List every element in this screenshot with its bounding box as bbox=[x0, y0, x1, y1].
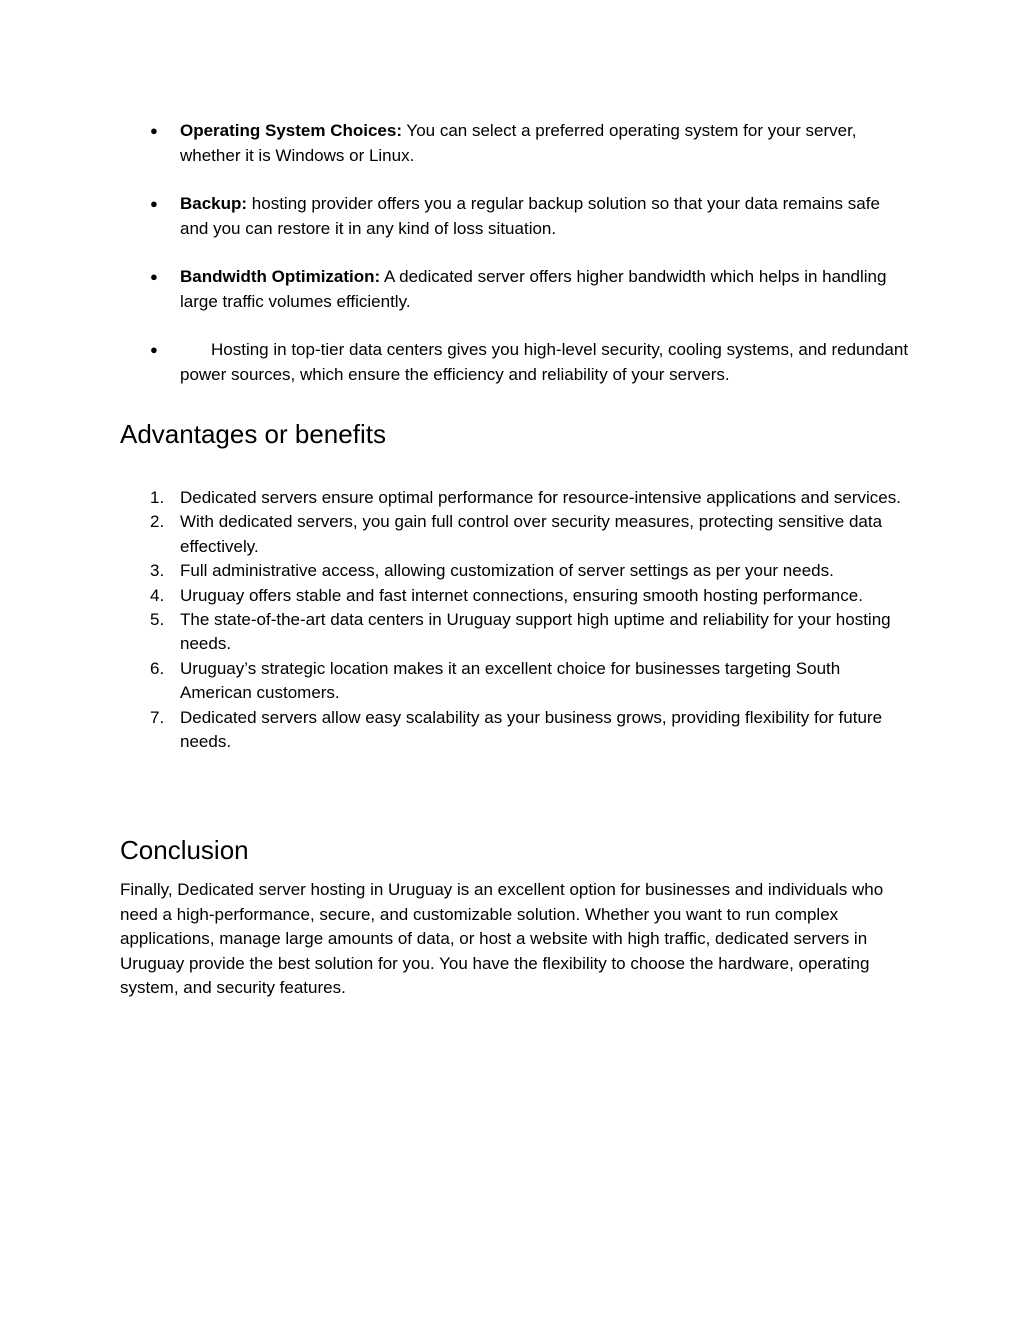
list-item-text: Dedicated servers allow easy scalability as your business grows, providing flexibility for future needs. bbox=[180, 707, 883, 752]
advantages-heading: Advantages or benefits bbox=[120, 419, 386, 449]
bullet-marker: ● bbox=[150, 342, 158, 357]
list-item bbox=[120, 559, 910, 583]
bullet-term: Operating System Choices: bbox=[180, 121, 403, 140]
list-number: 6. bbox=[150, 658, 165, 678]
list-number: 7. bbox=[150, 707, 165, 727]
list-number: 5. bbox=[150, 610, 165, 630]
bullet-marker: ● bbox=[150, 196, 158, 211]
list-item bbox=[120, 486, 910, 510]
bullet-text: Hosting in top-tier data centers gives you high-level security, cooling systems, and redundant power sources, which ensure the efficiency and reliability of your servers. bbox=[180, 340, 909, 384]
list-item-text: The state-of-the-art data centers in Uruguay support high uptime and reliability for your hosting needs. bbox=[180, 610, 891, 654]
list-item-text: Dedicated servers ensure optimal performance for resource-intensive applications and services. bbox=[180, 488, 901, 507]
list-item-text: With dedicated servers, you gain full control over security measures, protecting sensitive data effectively. bbox=[180, 512, 883, 556]
list-item bbox=[120, 657, 910, 706]
list-item-text: Uruguay offers stable and fast internet connections, ensuring smooth hosting performance. bbox=[180, 585, 863, 605]
list-number: 2. bbox=[150, 512, 165, 532]
bullet-marker: ● bbox=[150, 123, 158, 138]
list-item bbox=[120, 584, 910, 608]
bullet-text: A dedicated server offers higher bandwidth which helps in handling large traffic volumes efficiently. bbox=[180, 267, 887, 311]
list-item-text: Full administrative access, allowing customization of server settings as per your needs. bbox=[180, 561, 834, 581]
conclusion-paragraph: Finally, Dedicated server hosting in Uruguay is an excellent option for businesses and individuals who need a high-performance, secure, and customizable solution. Whether you want to run complex applications, manage large amounts of data, or host a website with high traffic, dedicated servers in Uruguay provide the best solution for you. You have the flexibility to choose the hardware, operating system, and security features. bbox=[120, 880, 884, 997]
bullet-text: You can select a preferred operating system for your server, whether it is Windows or Linux. bbox=[180, 121, 857, 165]
bullet-item-bandwidth bbox=[120, 265, 910, 314]
bullet-text: hosting provider offers you a regular backup solution so that your data remains safe and you can restore it in any kind of loss situation. bbox=[180, 194, 880, 238]
advantages-list bbox=[120, 486, 910, 754]
list-item bbox=[120, 706, 910, 755]
list-item bbox=[120, 510, 910, 559]
list-number: 3. bbox=[150, 561, 165, 581]
bullet-item-backup bbox=[120, 192, 910, 241]
list-number: 1. bbox=[150, 488, 165, 507]
bullet-item-data-centers bbox=[120, 338, 910, 387]
bullet-term: Backup: bbox=[180, 194, 248, 213]
list-number: 4. bbox=[150, 585, 165, 605]
list-item bbox=[120, 608, 910, 657]
bullet-term: Bandwidth Optimization: bbox=[180, 267, 381, 286]
list-item-text: Uruguay’s strategic location makes it an excellent choice for businesses targeting South American customers. bbox=[180, 658, 841, 703]
bullet-item-os-choices bbox=[120, 119, 910, 168]
bullet-marker: ● bbox=[150, 269, 158, 284]
feature-bullet-list bbox=[120, 119, 910, 411]
conclusion-heading: Conclusion bbox=[120, 835, 249, 865]
